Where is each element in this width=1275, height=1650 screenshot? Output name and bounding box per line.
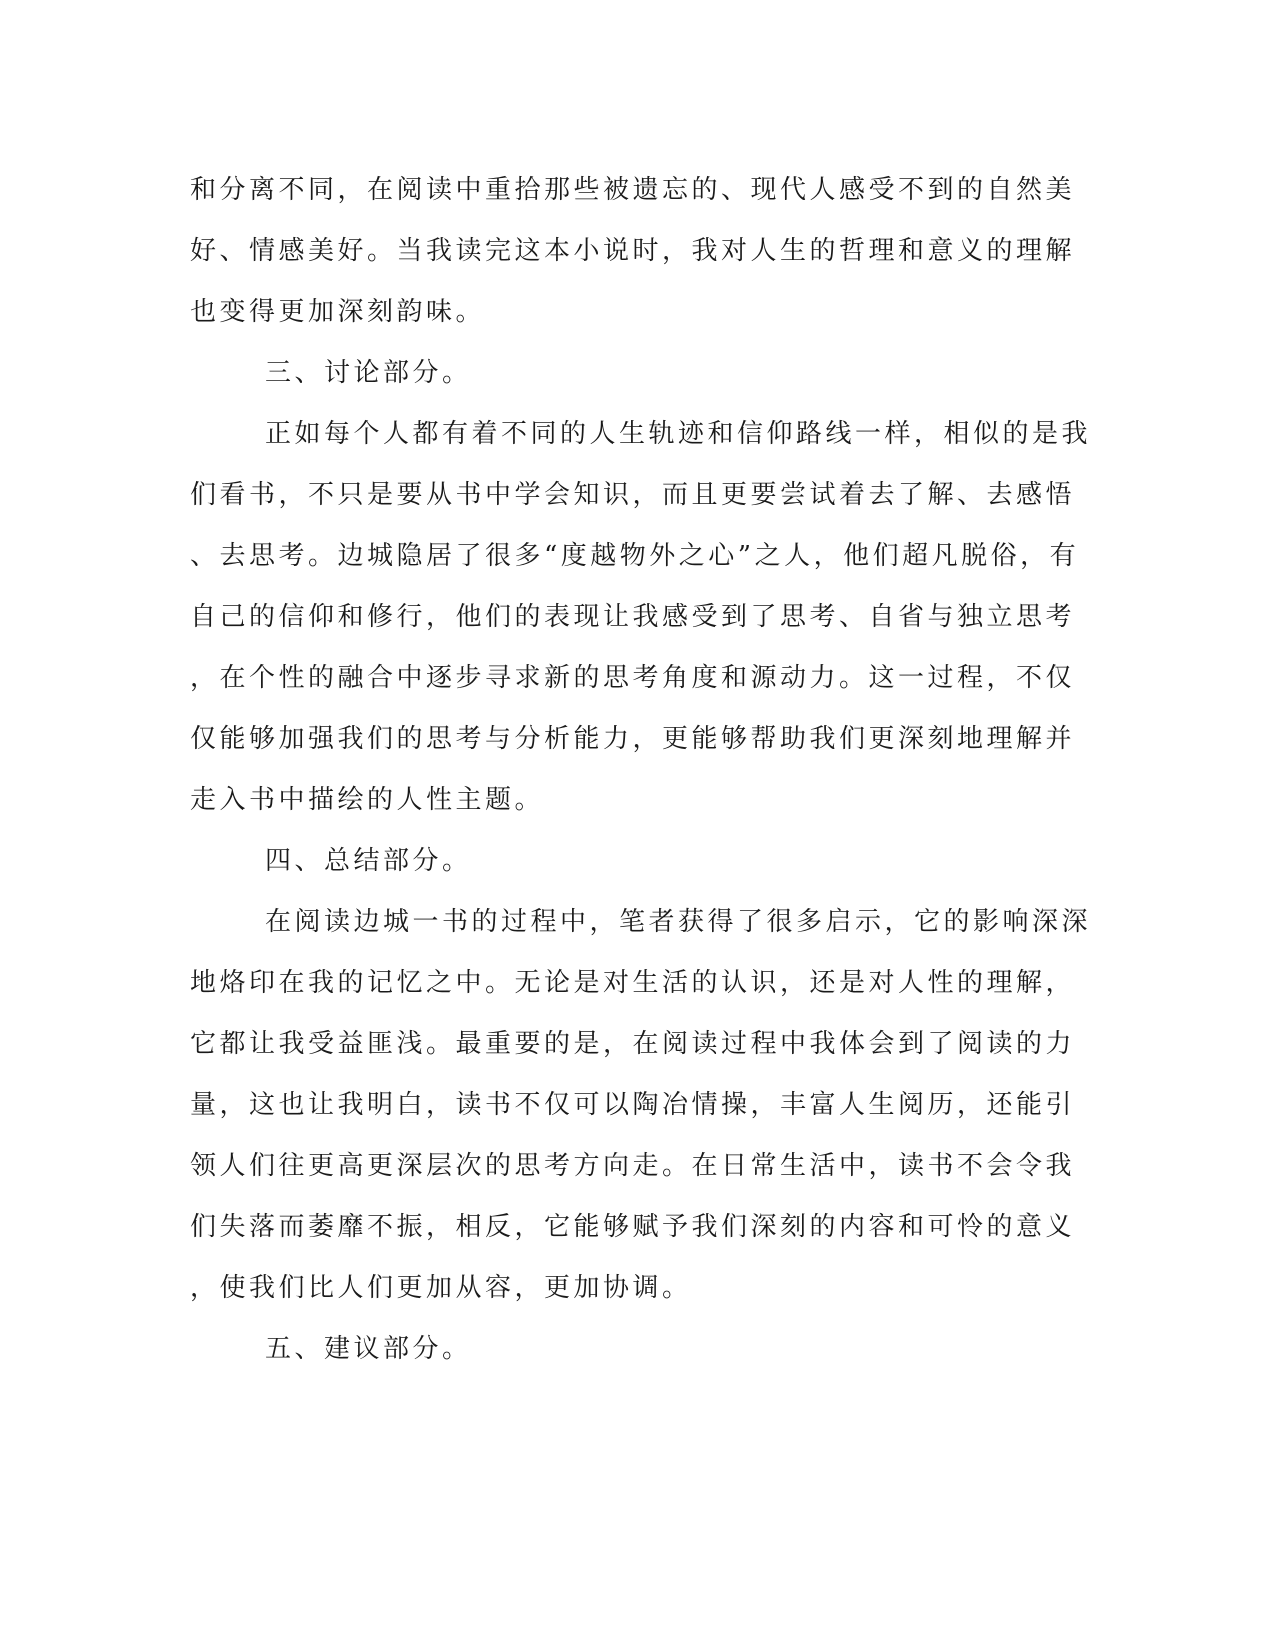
section-heading-suggestions [190,1319,1070,1380]
text-line: 们看书，不只是要从书中学会知识，而且更要尝试着去了解、去感悟 [190,480,1076,510]
heading-line: 五、建议部分。 [265,1334,472,1364]
text-line: 、去思考。边城隐居了很多“度越物外之心”之人，他们超凡脱俗，有 [190,541,1080,571]
text-line: 量，这也让我明白，读书不仅可以陶冶情操，丰富人生阅历，还能引 [190,1090,1076,1120]
section-heading-discussion [190,343,1070,404]
text-line: 也变得更加深刻韵味。 [190,297,486,327]
heading-line: 三、讨论部分。 [265,358,472,388]
text-line: 好、情感美好。当我读完这本小说时，我对人生的哲理和意义的理解 [190,236,1076,266]
paragraph-summary [190,892,1092,1319]
text-line: 地烙印在我的记忆之中。无论是对生活的认识，还是对人性的理解， [190,968,1076,998]
section-heading-summary [190,831,1070,892]
text-line: 领人们往更高更深层次的思考方向走。在日常生活中，读书不会令我 [190,1151,1076,1181]
text-line: 们失落而萎靡不振，相反，它能够赋予我们深刻的内容和可怜的意义 [190,1212,1076,1242]
document-body [190,160,1092,1380]
text-line: 自己的信仰和修行，他们的表现让我感受到了思考、自省与独立思考 [190,602,1076,632]
paragraph-discussion [190,404,1092,831]
heading-line: 四、总结部分。 [265,846,472,876]
text-line: ，使我们比人们更加从容，更加协调。 [190,1273,692,1303]
text-line: ，在个性的融合中逐步寻求新的思考角度和源动力。这一过程，不仅 [190,663,1076,693]
text-line: 它都让我受益匪浅。最重要的是，在阅读过程中我体会到了阅读的力 [190,1029,1076,1059]
text-line: 和分离不同，在阅读中重拾那些被遗忘的、现代人感受不到的自然美 [190,175,1076,205]
text-line: 走入书中描绘的人性主题。 [190,785,545,815]
text-line: 在阅读边城一书的过程中，笔者获得了很多启示，它的影响深深 [265,907,1092,937]
paragraph-continued [190,160,1076,343]
text-line: 仅能够加强我们的思考与分析能力，更能够帮助我们更深刻地理解并 [190,724,1076,754]
text-line: 正如每个人都有着不同的人生轨迹和信仰路线一样，相似的是我 [265,419,1092,449]
